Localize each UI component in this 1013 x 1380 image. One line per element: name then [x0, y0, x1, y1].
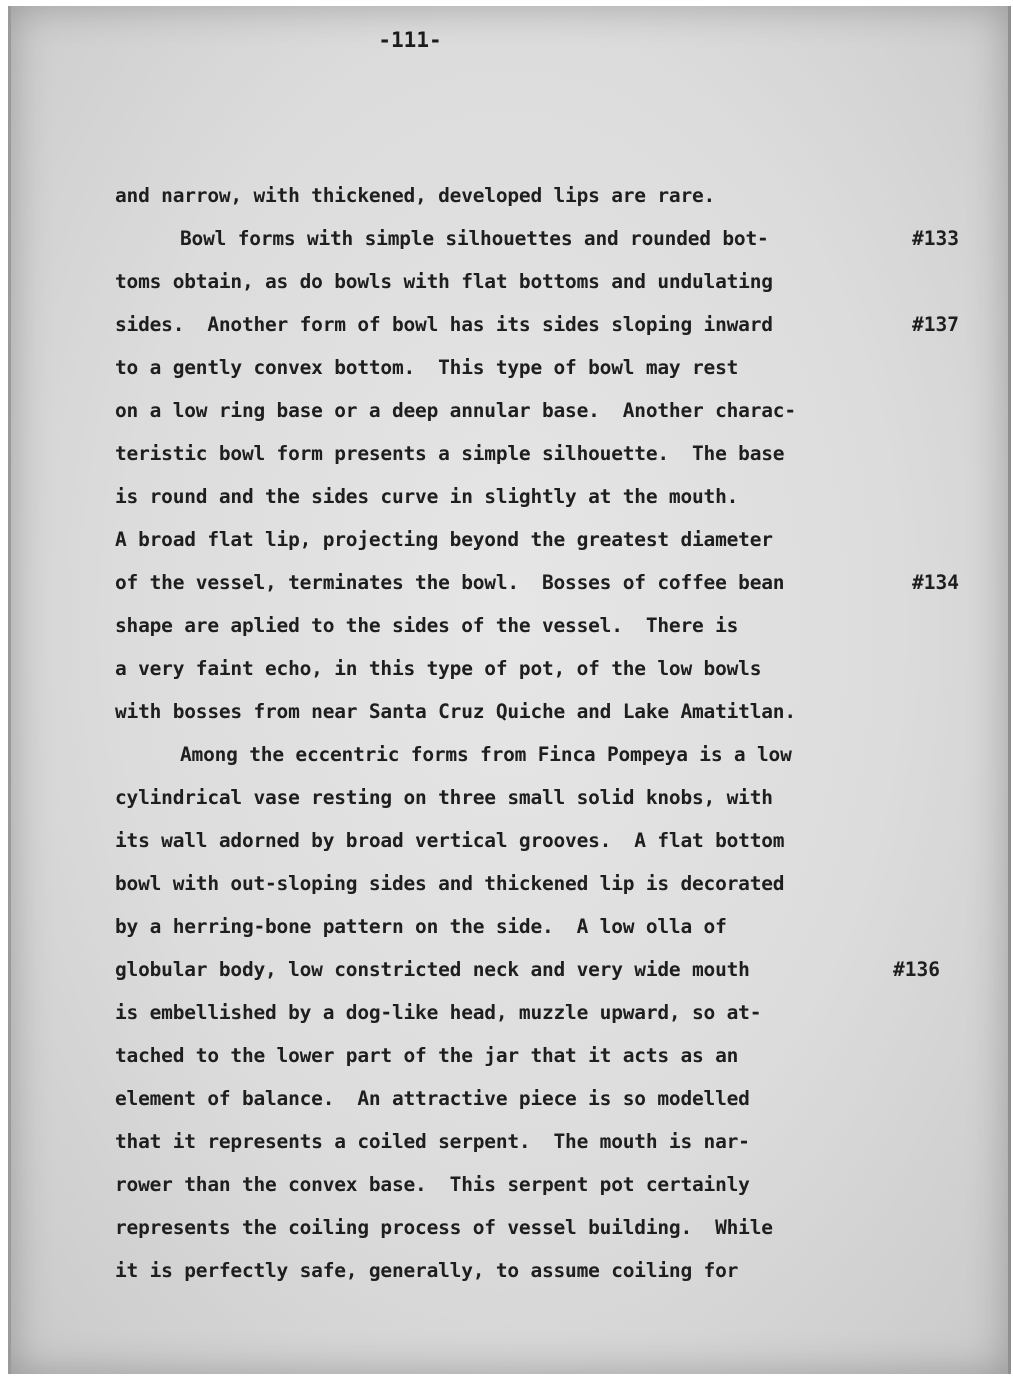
- text-line: cylindrical vase resting on three small solid knobs, with: [115, 786, 773, 809]
- text-line: that it represents a coiled serpent. The mouth is nar-: [115, 1130, 750, 1153]
- text-line: A broad flat lip, projecting beyond the greatest diameter: [115, 528, 773, 551]
- text-line: sides. Another form of bowl has its sides sloping inward: [115, 313, 773, 336]
- text-line: by a herring-bone pattern on the side. A low olla of: [115, 915, 727, 938]
- text-line: is round and the sides curve in slightly at the mouth.: [115, 485, 739, 508]
- margin-note: #133: [912, 227, 959, 250]
- text-line: teristic bowl form presents a simple silhouette. The base: [115, 442, 785, 465]
- text-line: Among the eccentric forms from Finca Pompeya is a low: [180, 743, 792, 766]
- text-line: toms obtain, as do bowls with flat bottoms and undulating: [115, 270, 773, 293]
- text-line: Bowl forms with simple silhouettes and rounded bot-: [180, 227, 769, 250]
- text-line: on a low ring base or a deep annular base. Another charac-: [115, 399, 796, 422]
- margin-note: #136: [893, 958, 940, 981]
- page-number: -111-: [378, 28, 442, 52]
- text-line: tached to the lower part of the jar that it acts as an: [115, 1044, 739, 1067]
- text-line: its wall adorned by broad vertical grooves. A flat bottom: [115, 829, 785, 852]
- text-line: globular body, low constricted neck and very wide mouth: [115, 958, 750, 981]
- scanned-page: [8, 6, 1011, 1374]
- text-line: to a gently convex bottom. This type of bowl may rest: [115, 356, 739, 379]
- margin-note: #134: [912, 571, 959, 594]
- text-line: a very faint echo, in this type of pot, of the low bowls: [115, 657, 762, 680]
- text-line: is embellished by a dog-like head, muzzle upward, so at-: [115, 1001, 762, 1024]
- text-line: it is perfectly safe, generally, to assume coiling for: [115, 1259, 739, 1282]
- text-line: shape are aplied to the sides of the vessel. There is: [115, 614, 739, 637]
- text-line: of the vessel, terminates the bowl. Bosses of coffee bean: [115, 571, 785, 594]
- text-line: element of balance. An attractive piece is so modelled: [115, 1087, 750, 1110]
- text-line: with bosses from near Santa Cruz Quiche and Lake Amatitlan.: [115, 700, 796, 723]
- text-line: represents the coiling process of vessel building. While: [115, 1216, 773, 1239]
- text-line: bowl with out-sloping sides and thickened lip is decorated: [115, 872, 785, 895]
- text-line: rower than the convex base. This serpent pot certainly: [115, 1173, 750, 1196]
- text-line: and narrow, with thickened, developed lips are rare.: [115, 184, 716, 207]
- margin-note: #137: [912, 313, 959, 336]
